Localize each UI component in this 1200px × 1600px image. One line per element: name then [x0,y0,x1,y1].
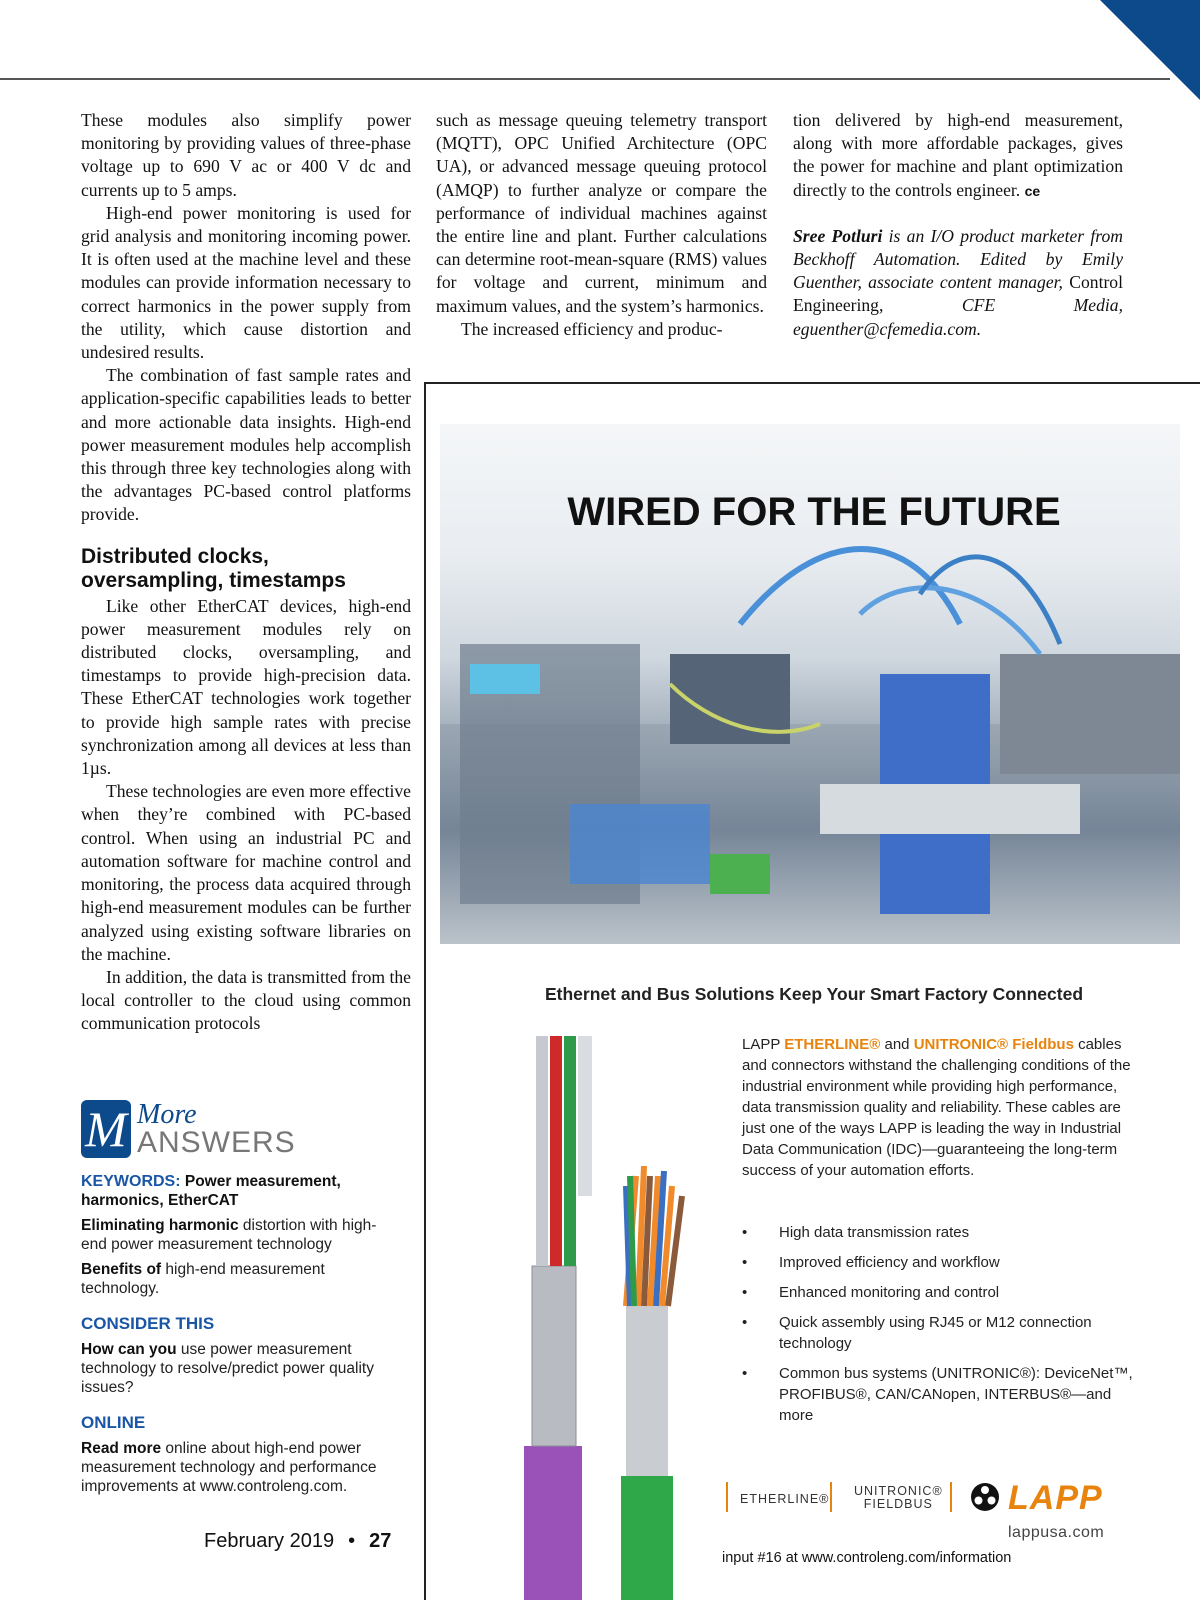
paragraph [793,109,1123,203]
unitronic-line-2: FIELDBUS [863,1497,933,1511]
sidebar-item-text: use power measurement technology to resolve/predict power quality issues? [81,1341,374,1396]
sidebar-item-bold: Eliminating harmonic [81,1217,239,1234]
article-column-1 [81,109,411,1036]
sidebar-item [81,1216,401,1254]
paragraph: Like other EtherCAT devices, high-end power measurement modules rely on distributed clocks, oversampling, and timestamps to provide high-precision data. These EtherCAT technologies work together to provide high sample rates with precise synchronization among all devices at less than 1µs. [81,595,411,779]
online-heading: ONLINE [81,1413,146,1432]
lapp-advertisement[interactable] [424,382,1200,1600]
ad-headline: WIRED FOR THE FUTURE [567,490,1061,534]
paragraph-text: tion delivered by high-end measurement, along with more affordable packages, gives the power for machine and plant optimization directly to the controls engineer. [793,110,1123,200]
paragraph: These modules also simplify power monitoring by providing values of three-phase voltage up to 690 V ac or 400 V dc and currents up to 5 amps. [81,110,411,200]
ad-feature-item: • Common bus systems (UNITRONIC®): DeviceNet™, PROFIBUS®, CAN/CANopen, INTERBUS®—and more [742,1363,1134,1426]
ad-brand-unitronic: UNITRONIC® Fieldbus [913,1036,1074,1053]
more-answers-sidebar [81,1100,401,1496]
etherline-logo: ETHERLINE® [740,1492,830,1506]
lapp-url[interactable]: lappusa.com [1008,1524,1105,1541]
ad-feature-item: • Quick assembly using RJ45 or M12 connection technology [742,1312,1134,1354]
paragraph: In addition, the data is transmitted from the local controller to the cloud using common communication protocols [81,966,411,1034]
header-rule [0,78,1170,80]
sidebar-item [81,1439,401,1496]
section-subhead: Distributed clocks, oversampling, timestamps [81,544,346,592]
keywords-text: Power measurement, harmonics, EtherCAT [81,1173,341,1209]
divider [830,1482,832,1512]
ad-body-text [742,1034,1134,1181]
logo-more: More [137,1099,197,1130]
sidebar-item-bold: Read more [81,1440,162,1457]
article-column-3 [793,109,1123,341]
ad-feature-list [742,1222,1134,1435]
ad-body-part: cables and connectors withstand the challenging conditions of the industrial environment while providing high performance, data transmission quality and reliability. These cables are just one of the ways LAPP is leading the way in Industrial Data Communication (IDC)—guaranteeing the long-term success of your automation efforts. [742,1036,1131,1179]
bio-email[interactable]: CFE Media, eguenther@cfemedia.com. [793,295,1123,339]
end-mark: ce [1024,182,1041,199]
page-number: 27 [369,1530,392,1552]
keywords [81,1172,401,1210]
sidebar-item [81,1340,401,1397]
reader-input-line[interactable]: input #16 at www.controleng.com/information [722,1550,1012,1566]
bio-org: Control Engineering, [793,272,1123,316]
paragraph: The combination of fast sample rates and application-specific capabilities leads to better and more actionable data insights. High-end power measurement modules help accomplish this through three key technologies along with the advantages PC-based control platforms provide. [81,365,411,525]
sidebar-item-text: high-end measurement technology. [81,1261,325,1297]
divider [726,1482,728,1512]
ad-body-part: and [880,1036,914,1053]
author-bio [793,225,1123,341]
more-answers-logo [81,1100,401,1158]
keywords-label: KEYWORDS: [81,1173,181,1190]
cable-illustration [486,1036,726,1600]
unitronic-logo [854,1485,943,1511]
sidebar-item-bold: Benefits of [81,1261,162,1278]
footer-bullet: • [348,1530,356,1552]
lapp-logo-icon [970,1482,1000,1512]
ad-feature-item: • Enhanced monitoring and control [742,1282,1134,1303]
paragraph: These technologies are even more effective when they’re combined with PC-based control. When using an industrial PC and automation software for machine control and monitoring, the process data acquired through high-end measurement modules can be further analyzed using existing software libraries on the machine. [81,781,411,964]
paragraph: The increased efficiency and produc- [461,318,723,339]
bio-text: is an I/O product marketer from Beckhoff Automation. Edited by Emily Guenther, associate content manager, [793,225,1123,293]
ad-subheadline: Ethernet and Bus Solutions Keep Your Smart Factory Connected [544,984,1084,1004]
sidebar-item-text: distortion with high-end power measurement technology [81,1217,377,1253]
logo-answers: ANSWERS [137,1126,296,1159]
consider-heading: CONSIDER THIS [81,1314,215,1333]
author-name: Sree Potluri [793,225,883,246]
sidebar-item [81,1260,401,1298]
unitronic-line-1: UNITRONIC® [854,1484,943,1498]
logo-letter: M [81,1100,131,1158]
page-footer [204,1530,391,1553]
divider [950,1482,952,1512]
paragraph: such as message queuing telemetry transport (MQTT), OPC Unified Architecture (OPC UA), or advanced message queuing protocol (AMQP) to further analyze or compare the performance of individual machines against the entire line and plant. Further calculations can determine root-mean-square (RMS) values for voltage and current, minimum and maximum values, and the system’s harmonics. [436,110,767,316]
sidebar-item-text[interactable]: online about high-end power measurement technology and performance improvements at www.controleng.com. [81,1440,377,1495]
corner-tab [1100,0,1200,100]
ad-brand-row [726,1480,1146,1520]
lapp-logo-text: LAPP [1008,1479,1103,1517]
ad-feature-item: • Improved efficiency and workflow [742,1252,1134,1273]
ad-brand-etherline: ETHERLINE® [784,1036,881,1053]
ad-feature-item: • High data transmission rates [742,1222,1134,1243]
article-column-2 [436,109,767,341]
paragraph: High-end power monitoring is used for grid analysis and monitoring incoming power. It is often used at the machine level and these modules can provide information necessary to correct harmonics in the power supply from the utility, which cause distortion and undesired results. [81,202,411,363]
ad-body-part: LAPP [742,1036,785,1053]
issue-date: February 2019 [204,1530,335,1552]
sidebar-item-bold: How can you [81,1341,177,1358]
